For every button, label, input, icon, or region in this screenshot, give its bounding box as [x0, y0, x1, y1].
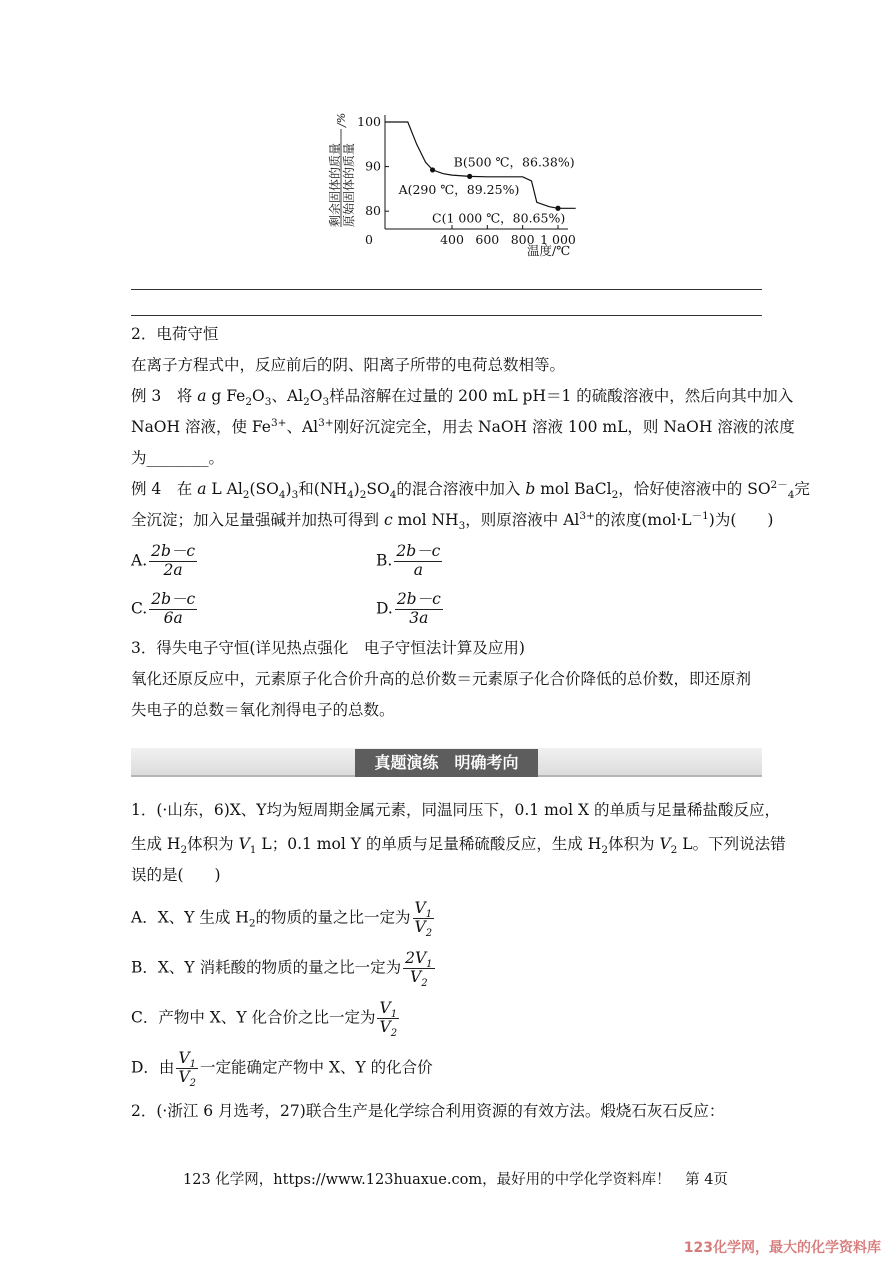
ylabel-denominator: 原始固体的质量	[342, 142, 356, 227]
x-tick-label: 1 000	[540, 232, 576, 247]
x-tick-label: 800	[510, 232, 535, 247]
answer-line-2	[131, 315, 762, 316]
section-banner-title: 真题演练 明确考向	[355, 749, 538, 777]
option-d[interactable]: D. $\frac{2b-c}{3a}$	[376, 590, 441, 627]
site-watermark: 123化学网，最大的化学资料库	[683, 1240, 881, 1256]
ylabel-numerator: 剩余固体的质量	[328, 142, 342, 227]
q1-line-1: 1．(·山东，6)X、Y均为短周期金属元素，同温同压下，0.1 mol X 的单质与足量稀盐酸反应，	[131, 801, 780, 819]
fraction: $\frac{2b-c}{2a}$	[151, 542, 196, 579]
example-3-line-2: NaOH 溶液，使 $Fe^{3+}$、$Al^{3+}$刚好沉淀完全，用去 NaOH 溶液 100 mL，则 NaOH 溶液的浓度	[131, 416, 795, 436]
fraction: $\frac{2b-c}{3a}$	[396, 590, 441, 627]
q1-line-2: 生成 $H_2$体积为 $V_1$ L；0.1 mol Y 的单质与足量稀硫酸反应，生成 $H_2$体积为 $V_2$ L。下列说法错	[131, 835, 786, 857]
option-a[interactable]: A. $\frac{2b-c}{2a}$	[131, 542, 196, 579]
page-footer: 123 化学网，https://www.123huaxue.com，最好用的中学化学资料库！ 第 4页	[183, 1172, 728, 1188]
example-4-line-2: 全沉淀；加入足量强碱并加热可得到 c mol $NH_3$，则原溶液中 $Al^{3+}$的浓度$(mol\cdot L^{-1})$为( )	[131, 509, 774, 533]
fraction: $\frac{V_1}{V_2}$	[178, 1049, 197, 1089]
section-2-body: 在离子方程式中，反应前后的阴、阳离子所带的电荷总数相等。	[131, 356, 566, 374]
q1-option-d[interactable]: D．由 $\frac{V_1}{V_2}$ 一定能确定产物中 X、Y 的化合价	[131, 1049, 433, 1089]
fraction: $\frac{2V_1}{V_2}$	[405, 949, 433, 989]
q1-option-c[interactable]: C．产物中 X、Y 化合价之比一定为 $\frac{V_1}{V_2}$	[131, 999, 398, 1039]
x-tick-label: 600	[475, 232, 500, 247]
y-tick-label: 80	[365, 203, 381, 219]
point-label-b: B(500 ℃，86.38%)	[453, 154, 575, 170]
fraction: $\frac{2b-c}{6a}$	[151, 590, 196, 627]
point-label-a: A(290 ℃，89.25%)	[398, 181, 520, 197]
y-axis-label	[327, 113, 356, 227]
x-tick-label: 0	[365, 232, 373, 247]
y-tick-label: 90	[365, 158, 381, 174]
section-3-line-1: 氧化还原反应中，元素原子化合价升高的总价数＝元素原子化合价降低的总价数，即还原剂	[131, 670, 752, 688]
section-3-title: 3．得失电子守恒(详见热点强化 电子守恒法计算及应用)	[131, 639, 525, 657]
answer-line-1	[131, 289, 762, 290]
section-3-line-2: 失电子的总数＝氧化剂得电子的总数。	[131, 701, 395, 719]
q1-option-b[interactable]: B．X、Y 消耗酸的物质的量之比一定为 $\frac{2V_1}{V_2}$	[131, 949, 433, 989]
point-label-c: C(1 000 ℃，80.65%)	[432, 210, 566, 226]
ylabel-unit: /%	[335, 112, 348, 127]
option-c[interactable]: C. $\frac{2b-c}{6a}$	[131, 590, 196, 627]
example-3-line-3: 为________。	[131, 449, 225, 467]
q1-option-a[interactable]: A．X、Y 生成 $H_2$的物质的量之比一定为 $\frac{V_1}{V_2}$	[131, 899, 433, 939]
data-point-b	[467, 174, 472, 179]
q2-line-1: 2．(·浙江 6 月选考，27)联合生产是化学综合利用资源的有效方法。煅烧石灰石反应：	[131, 1102, 725, 1120]
q1-line-3: 误的是( )	[131, 866, 221, 884]
x-axis-label: 温度/℃	[527, 243, 571, 258]
y-tick-label: 100	[357, 114, 381, 129]
fraction: $\frac{V_1}{V_2}$	[379, 999, 398, 1039]
fraction: $\frac{V_1}{V_2}$	[414, 899, 433, 939]
example-4-line-1: 例 4 在 a L $Al_2(SO_4)_3$和$(NH_4)_2SO_4$的混合溶液中加入 b mol BaCl$_2$，恰好使溶液中的 $SO^{2-}_4$完	[131, 478, 810, 502]
example-3-line-1: 例 3 将 a g $Fe_2O_3$、$Al_2O_3$样品溶解在过量的 200 mL pH＝1 的硫酸溶液中，然后向其中加入	[131, 387, 794, 409]
option-b[interactable]: B. $\frac{2b-c}{a}$	[376, 542, 441, 579]
thermogravimetric-chart	[320, 105, 580, 265]
section-2-title: 2．电荷守恒	[131, 325, 219, 343]
x-tick-label: 400	[440, 232, 464, 247]
fraction: $\frac{2b-c}{a}$	[396, 542, 441, 579]
data-point-a	[430, 167, 435, 172]
